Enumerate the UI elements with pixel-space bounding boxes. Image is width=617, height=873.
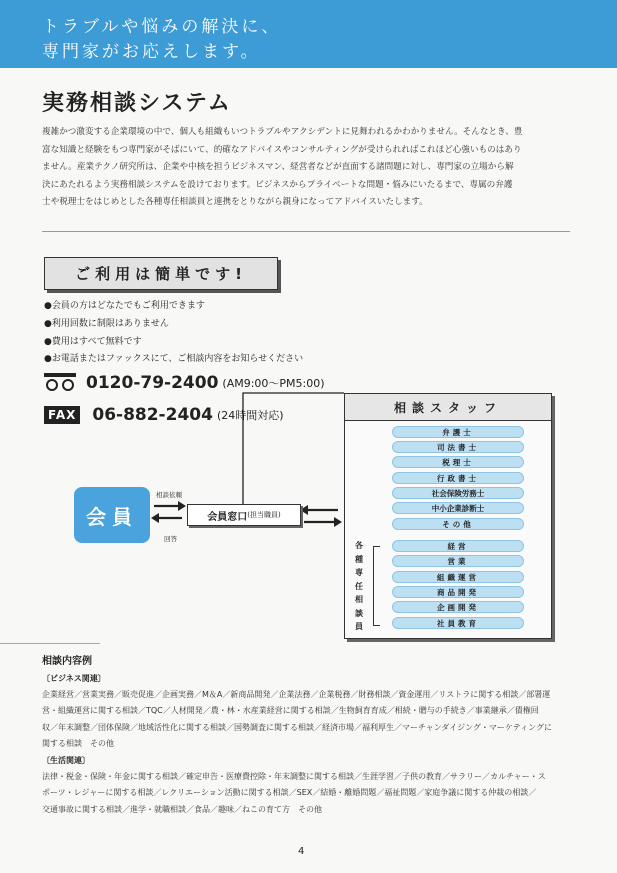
specialist-vertical-label: 各種専任相談員 (355, 541, 363, 631)
specialist-pill: 組織運営 (392, 571, 524, 583)
business-examples (42, 687, 577, 753)
banner-line-2: 専門家がお応えします。 (42, 42, 261, 62)
member-box: 会員 (74, 487, 150, 543)
examples-title: 相談内容例 (42, 656, 92, 667)
example-line: 営・組織運営に関する相談／TQC／人材開発／農・林・水産業経営に関する相談／生物飼育育成／相続・贈与の手続き／事業継承／債権回 (42, 706, 539, 716)
intro-line: 決にあたれるよう実務相談システムを設けております。ビジネスからプライベートな問題・悩みにいたるまで、専属の弁護 (42, 179, 513, 190)
example-line: 法律・税金・保険・年金に関する相談／確定申告・医療費控除・年末調整に関する相談／生涯学習／子供の教育／サラリー／カルチャー・ス (42, 772, 546, 781)
intro-line: 士や税理士をはじめとした各種専任相談員と連携をとりながら親身になってアドバイスいたします。 (42, 197, 428, 207)
example-line: 企業経営／営業実務／販売促進／企画実務／M＆A／新商品開発／企業法務／企業税務／財務相談／資金運用／リストラに関する相談／部署運 (42, 690, 551, 699)
specialist-pill: 商品開発 (392, 586, 524, 598)
page-title: 実務相談システム (42, 90, 232, 116)
bullet-item: ●費用はすべて無料です (44, 336, 142, 347)
expert-pill: 中小企業診断士 (392, 502, 524, 514)
life-category-label: 〔生活関連〕 (42, 756, 90, 765)
expert-pill: その他 (392, 518, 524, 530)
intro-line: 富な知識と経験をもつ専門家がそばにいて、的確なアドバイスやコンサルティングが受けられればこれほど心強いものはあり (42, 144, 522, 155)
request-label: 相談依頼 (156, 491, 182, 499)
example-line: 収／年末調整／団体保険／地域活性化に関する相談／国勢調査に関する相談／経済市場／福利厚生／マーチャンダイジング・マーケティングに (42, 722, 552, 732)
header-banner (0, 0, 617, 68)
member-window-box (187, 504, 301, 526)
specialist-pill: 経営 (392, 540, 524, 552)
arrow-left-icon (151, 513, 159, 523)
page-number: 4 (298, 846, 305, 857)
window-main-label: 会員窓口 (207, 511, 248, 523)
window-sub-label: (担当職員) (247, 511, 281, 519)
arrow-right-icon (178, 501, 186, 511)
banner-line-1: トラブルや悩みの解決に、 (42, 17, 282, 37)
intro-paragraph (42, 124, 572, 212)
expert-pill: 社会保険労務士 (392, 487, 524, 499)
example-line: 交通事故に関する相談／進学・就職相談／食品／趣味／ねこの育て方 その他 (42, 804, 322, 814)
expert-pill: 税理士 (392, 456, 524, 468)
fax-icon: FAX (44, 406, 80, 424)
example-line: ポーツ・レジャーに関する相談／レクリエーション活動に関する相談／SEX／結婚・離婚問題／福祉問題／家庭争議に関する仲裁の相談／ (42, 788, 537, 798)
staff-title: 相談スタッフ (345, 394, 551, 421)
expert-pill: 司法書士 (392, 441, 524, 453)
tel-hours: (AM9:00〜PM5:00) (222, 377, 325, 390)
specialist-bracket (373, 546, 380, 626)
section-divider (42, 231, 570, 232)
life-examples (42, 769, 577, 818)
fax-number: 06-882-2404 (92, 405, 213, 425)
specialist-pill: 社員教育 (392, 617, 524, 629)
tel-number[interactable]: 0120-79-2400 (86, 373, 219, 393)
usage-bullets (44, 298, 303, 369)
expert-pill: 行政書士 (392, 472, 524, 484)
example-line: 関する相談 その他 (42, 739, 114, 749)
business-category-label: 〔ビジネス関連〕 (42, 674, 106, 683)
arrow-right-icon (334, 517, 342, 527)
easy-to-use-label: ご利用は簡単です! (44, 257, 278, 290)
bullet-item: ●お電話またはファックスにて、ご相談内容をお知らせください (44, 354, 304, 365)
bullet-item: ●利用回数に制限はありません (44, 318, 169, 329)
answer-label: 回答 (164, 535, 177, 543)
specialist-pill: 営業 (392, 555, 524, 567)
specialist-pill: 企画開発 (392, 601, 524, 613)
bullet-item: ●会員の方はどなたでもご利用できます (44, 301, 205, 311)
fax-row (44, 405, 284, 425)
free-dial-icon (44, 373, 76, 393)
expert-pill: 弁護士 (392, 426, 524, 438)
toll-free-row (44, 373, 325, 393)
fax-hours: (24時間対応) (216, 409, 284, 422)
intro-line: ません。産業テクノ研究所は、企業や中核を担うビジネスマン、経営者などが直面する諸問題に対し、専門家の立場から解 (42, 162, 514, 172)
intro-line: 複雑かつ激変する企業環境の中で、個人も組織もいつトラブルやアクシデントに見舞われるかわかりません。そんなとき、豊 (42, 127, 523, 137)
arrow-left-icon (300, 505, 308, 515)
examples-divider (0, 643, 100, 644)
consulting-staff-box (344, 393, 552, 639)
